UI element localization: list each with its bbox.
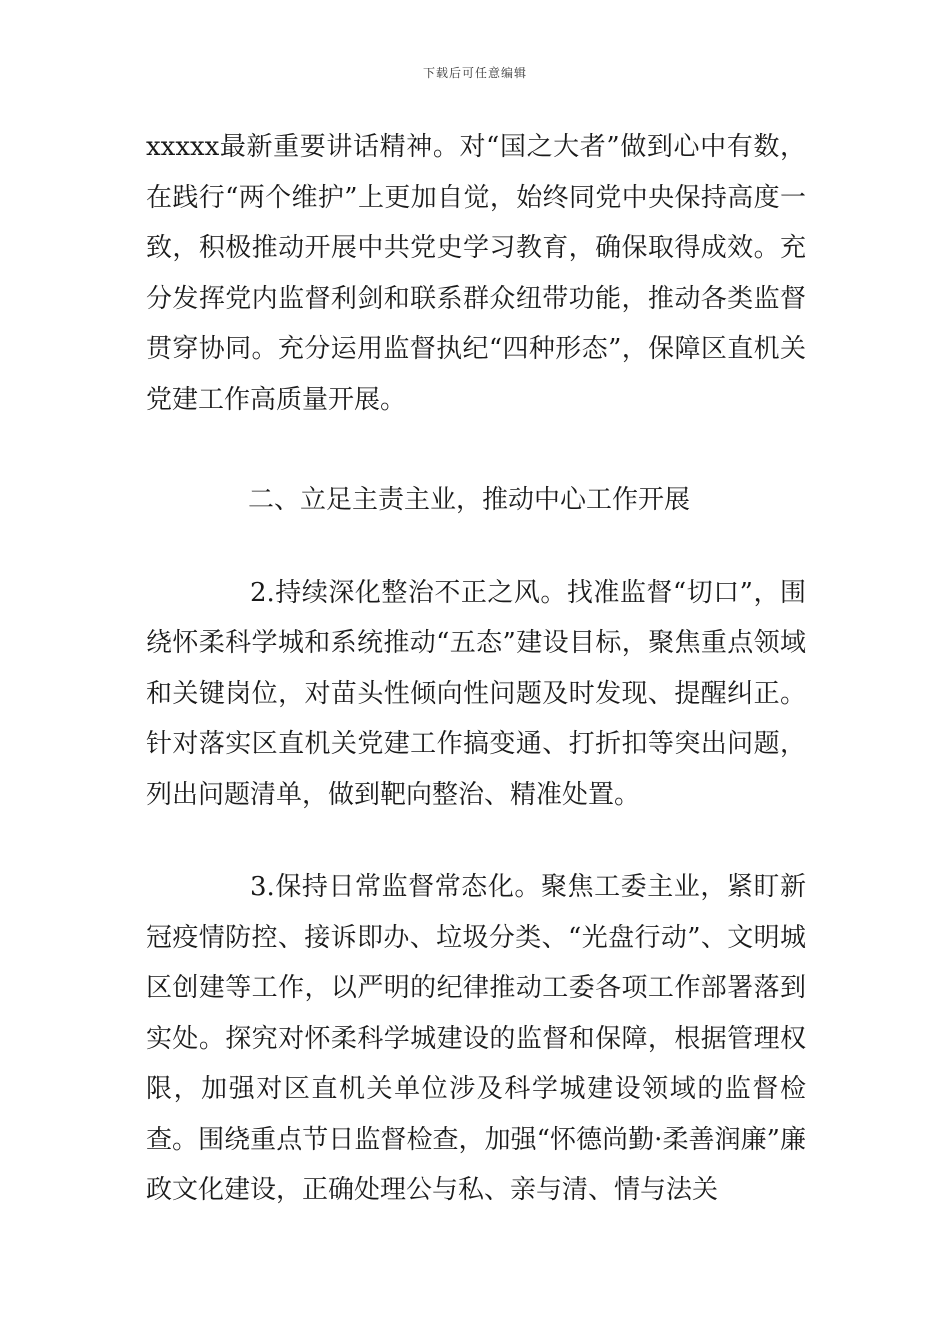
paragraph-3: 3.保持日常监督常态化。聚焦工委主业，紧盯新冠疫情防控、接诉即办、垃圾分类、“光盘行动”、文明城区创建等工作，以严明的纪律推动工委各项工作部署落到实处。探究对怀柔科学城建设的监督和保障，根据管理权限，加强对区直机关单位涉及科学城建设领域的监督检查。围绕重点节日监督检查，加强“怀德尚勤·柔善润廉”廉政文化建设，正确处理公与私、亲与清、情与法关 <box>146 872 806 1205</box>
paragraph-2: 2.持续深化整治不正之风。找准监督“切口”，围绕怀柔科学城和系统推动“五态”建设目标，聚焦重点领域和关键岗位，对苗头性倾向性问题及时发现、提醒纠正。针对落实区直机关党建工作搞变通、打折扣等突出问题，列出问题清单，做到靶向整治、精准处置。 <box>146 577 806 810</box>
paragraph-1: xxxxx最新重要讲话精神。对“国之大者”做到心中有数，在践行“两个维护”上更加自觉，始终同党中央保持高度一致，积极推动开展中共党史学习教育，确保取得成效。充分发挥党内监督利剑和联系群众纽带功能，推动各类监督贯穿协同。充分运用监督执纪“四种形态”，保障区直机关党建工作高质量开展。 <box>146 132 806 415</box>
paragraph-spacer <box>146 526 806 568</box>
page-header: 下载后可任意编辑 <box>422 66 527 80</box>
document-body <box>146 122 806 1216</box>
section-heading: 二、立足主责主业，推动中心工作开展 <box>248 485 691 515</box>
paragraph-spacer <box>146 425 806 475</box>
paragraph-spacer <box>146 820 806 862</box>
